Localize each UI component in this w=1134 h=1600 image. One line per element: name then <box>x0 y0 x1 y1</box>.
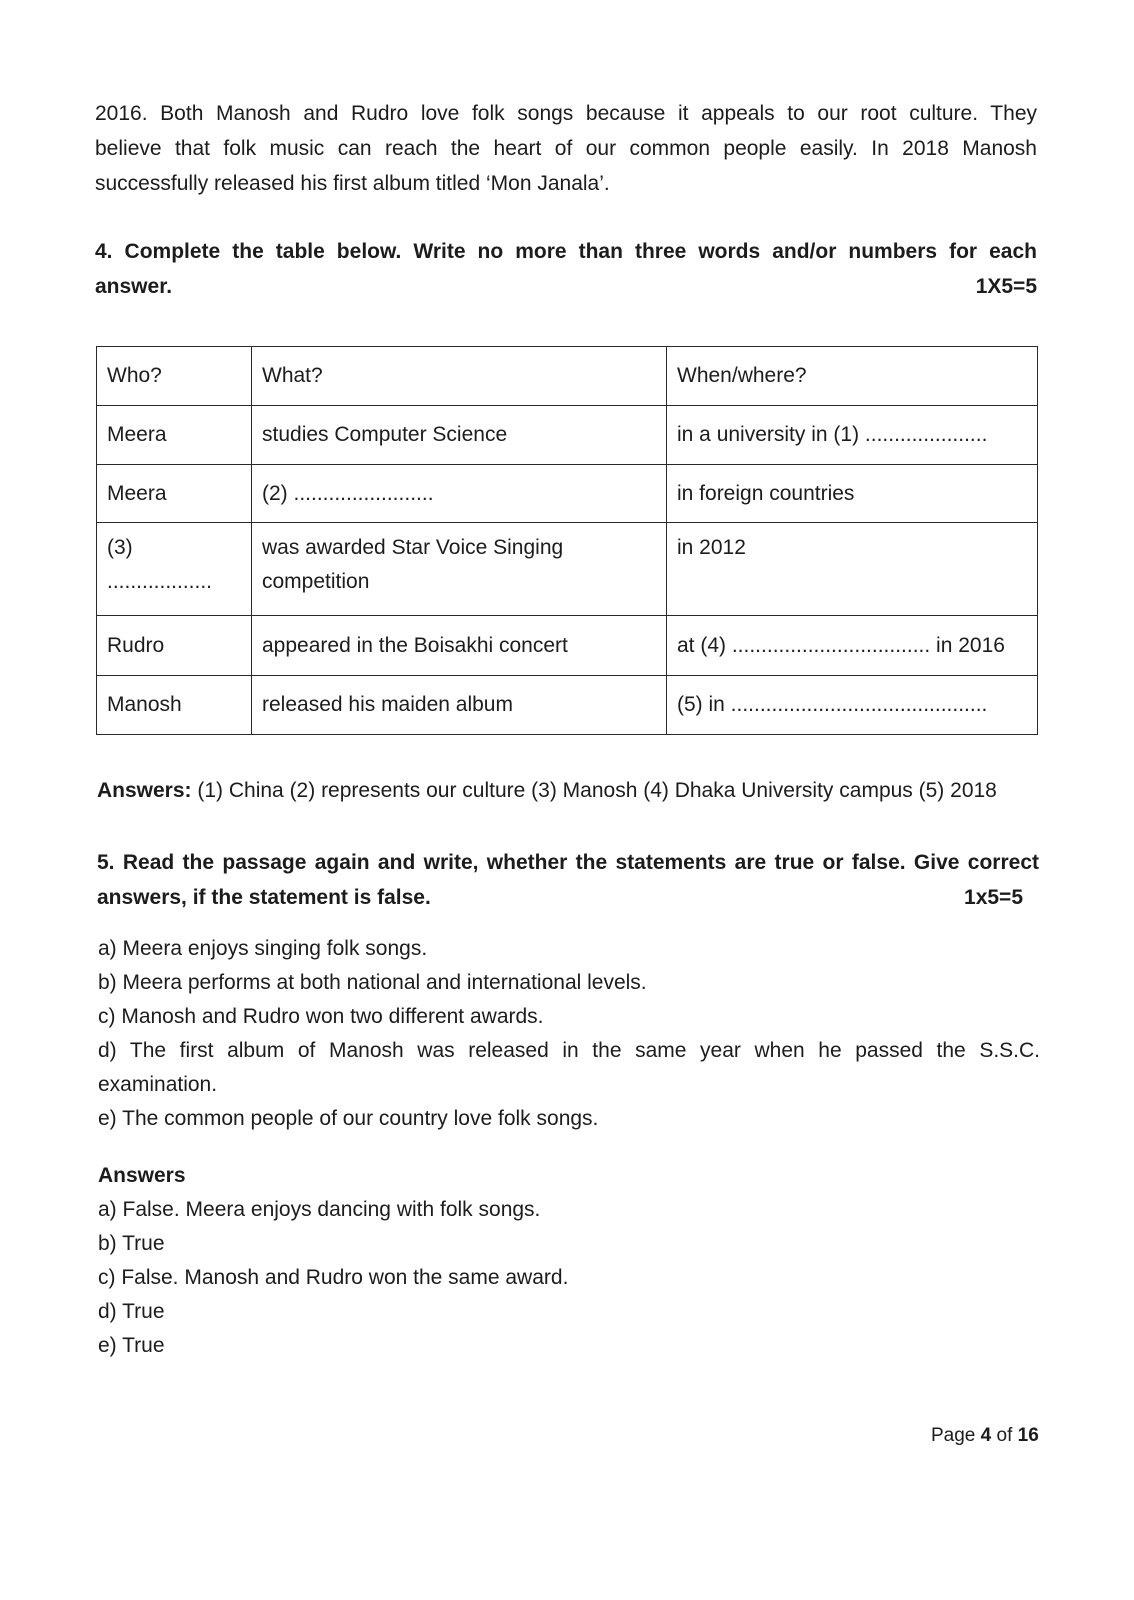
question-4-answers <box>97 776 1047 806</box>
table-cell: Meera <box>97 465 252 523</box>
page-label: Page <box>931 1425 981 1446</box>
table-cell: (5) in ............................................ <box>667 676 1038 735</box>
table-cell: studies Computer Science <box>252 406 667 465</box>
question-5-instruction: 5. Read the passage again and write, whether the statements are true or false. Give correct <box>97 851 1039 874</box>
statement-item: b) Meera performs at both national and international levels. <box>98 971 647 994</box>
table-header-cell: When/where? <box>667 347 1038 406</box>
table-row <box>97 465 1038 523</box>
question-5-heading <box>97 845 1039 915</box>
of-label: of <box>991 1425 1018 1446</box>
table-cell: Rudro <box>97 616 252 676</box>
table-cell: in foreign countries <box>667 465 1038 523</box>
table-cell: (3) .................. <box>97 523 252 616</box>
statement-item: d) The first album of Manosh was released in the same year when he passed the S.S.C. <box>98 1039 1040 1062</box>
table-header-cell: Who? <box>97 347 252 406</box>
question-4-instruction-cont: answer. <box>95 275 173 298</box>
table-cell: Manosh <box>97 676 252 735</box>
answer-item: c) False. Manosh and Rudro won the same award. <box>98 1266 569 1289</box>
statement-item-cont: examination. <box>98 1073 218 1096</box>
answer-item: e) True <box>98 1334 165 1357</box>
table-cell: at (4) .................................. in 2016 <box>667 616 1038 676</box>
answers-text: (1) China (2) represents our culture (3) Manosh (4) Dhaka University campus (5) 2018 <box>191 779 997 802</box>
page-number <box>931 1423 1039 1449</box>
answers-label: Answers: <box>97 779 192 802</box>
table-row <box>97 676 1038 735</box>
statement-item: a) Meera enjoys singing folk songs. <box>98 937 428 960</box>
statements-list <box>98 932 1040 1136</box>
table-cell: (2) ........................ <box>252 465 667 523</box>
table-row <box>97 523 1038 616</box>
table-row <box>97 406 1038 465</box>
table-cell: in a university in (1) ..................... <box>667 406 1038 465</box>
answer-item: a) False. Meera enjoys dancing with folk songs. <box>98 1198 541 1221</box>
question-5-marks: 1x5=5 <box>964 886 1023 909</box>
current-page: 4 <box>980 1425 992 1446</box>
answer-item: b) True <box>98 1232 165 1255</box>
passage-paragraph <box>95 96 1037 201</box>
answer-item: d) True <box>98 1300 165 1323</box>
statement-item: c) Manosh and Rudro won two different awards. <box>98 1005 544 1028</box>
total-pages: 16 <box>1017 1425 1039 1446</box>
table-cell: Meera <box>97 406 252 465</box>
table-cell: in 2012 <box>667 523 1038 616</box>
question-5-instruction-cont: answers, if the statement is false. <box>97 886 431 909</box>
table-cell: was awarded Star Voice Singing competition <box>252 523 667 616</box>
table-cell: appeared in the Boisakhi concert <box>252 616 667 676</box>
question-4-marks: 1X5=5 <box>975 275 1037 298</box>
passage-line: successfully released his first album titled ‘Mon Janala’. <box>95 172 610 195</box>
table-header-cell: What? <box>252 347 667 406</box>
statement-item: e) The common people of our country love folk songs. <box>98 1107 599 1130</box>
table-cell: released his maiden album <box>252 676 667 735</box>
question-4-heading <box>95 234 1037 304</box>
table-row <box>97 616 1038 676</box>
answers-heading: Answers <box>98 1164 186 1187</box>
table-header-row <box>97 347 1038 406</box>
passage-line: 2016. Both Manosh and Rudro love folk songs because it appeals to our root culture. They <box>95 102 1037 125</box>
passage-line: believe that folk music can reach the heart of our common people easily. In 2018 Manosh <box>95 137 1037 160</box>
question-5-answers <box>98 1159 798 1363</box>
question-4-instruction: 4. Complete the table below. Write no more than three words and/or numbers for each <box>95 240 1037 263</box>
completion-table <box>96 346 1038 735</box>
